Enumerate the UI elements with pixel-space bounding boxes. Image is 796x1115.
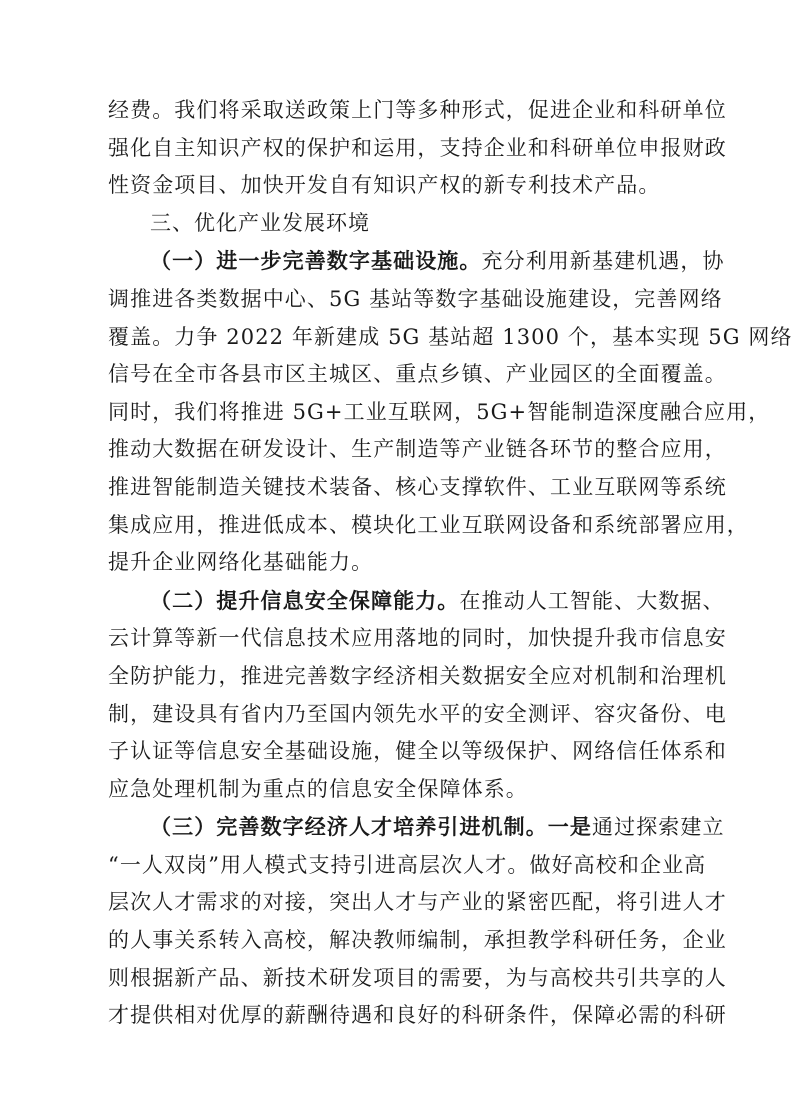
paragraph-line: 推进智能制造关键技术装备、核心支撑软件、工业互联网等系统 <box>108 474 727 499</box>
item2-first-line <box>108 582 725 621</box>
item1-title: （一）进一步完善数字基础设施。 <box>150 248 482 274</box>
item2-title: （二）提升信息安全保障能力。 <box>150 587 460 613</box>
paragraph-line: 覆盖。力争 2022 年新建成 5G 基站超 1300 个，基本实现 5G 网络 <box>108 324 793 349</box>
paragraph-line: “一人双岗”用人模式支持引进高层次人才。做好高校和企业高 <box>108 852 707 877</box>
item1-first-line-text: 充分利用新基建机遇，协 <box>481 249 725 274</box>
item3-first-line <box>108 808 725 847</box>
paragraph-line: 强化自主知识产权的保护和运用，支持企业和科研单位申报财政 <box>108 135 727 160</box>
item2-first-line-text: 在推动人工智能、大数据、 <box>459 588 725 613</box>
paragraph-line: 推动大数据在研发设计、生产制造等产业链各环节的整合应用， <box>108 437 727 462</box>
section-heading: 三、优化产业发展环境 <box>150 210 370 235</box>
paragraph-line: 则根据新产品、新技术研发项目的需要，为与高校共引共享的人 <box>108 965 727 990</box>
paragraph-line: 制，建设具有省内乃至国内领先水平的安全测评、容灾备份、电 <box>108 701 727 726</box>
paragraph-line: 经费。我们将采取送政策上门等多种形式，促进企业和科研单位 <box>108 98 727 122</box>
paragraph-line: 集成应用，推进低成本、模块化工业互联网设备和系统部署应用， <box>108 512 749 537</box>
paragraph-line: 才提供相对优厚的薪酬待遇和良好的科研条件，保障必需的科研 <box>108 1003 727 1028</box>
paragraph-line: 应急处理机制为重点的信息安全保障体系。 <box>108 776 528 801</box>
paragraph-line: 全防护能力，推进完善数字经济相关数据安全应对机制和治理机 <box>108 663 727 688</box>
item1-first-line <box>108 242 725 281</box>
paragraph-line: 提升企业网络化基础能力。 <box>108 550 374 575</box>
paragraph-line: 信号在全市各县市区主城区、重点乡镇、产业园区的全面覆盖。 <box>108 362 727 387</box>
paragraph-line: 云计算等新一代信息技术应用落地的同时，加快提升我市信息安 <box>108 626 727 651</box>
paragraph-line: 调推进各类数据中心、5G 基站等数字基础设施建设，完善网络 <box>108 286 723 311</box>
paragraph-line: 子认证等信息安全基础设施，健全以等级保护、网络信任体系和 <box>108 739 727 764</box>
paragraph-line: 同时，我们将推进 5G+工业互联网，5G+智能制造深度融合应用， <box>108 399 771 424</box>
paragraph-line: 的人事关系转入高校，解决教师编制，承担教学科研任务，企业 <box>108 928 727 953</box>
item3-first-line-text: 通过探索建立 <box>592 815 725 840</box>
item3-title: （三）完善数字经济人才培养引进机制。一是 <box>150 814 592 840</box>
paragraph-line: 性资金项目、加快开发自有知识产权的新专利技术产品。 <box>108 173 661 198</box>
paragraph-line: 层次人才需求的对接，突出人才与产业的紧密匹配，将引进人才 <box>108 890 727 915</box>
